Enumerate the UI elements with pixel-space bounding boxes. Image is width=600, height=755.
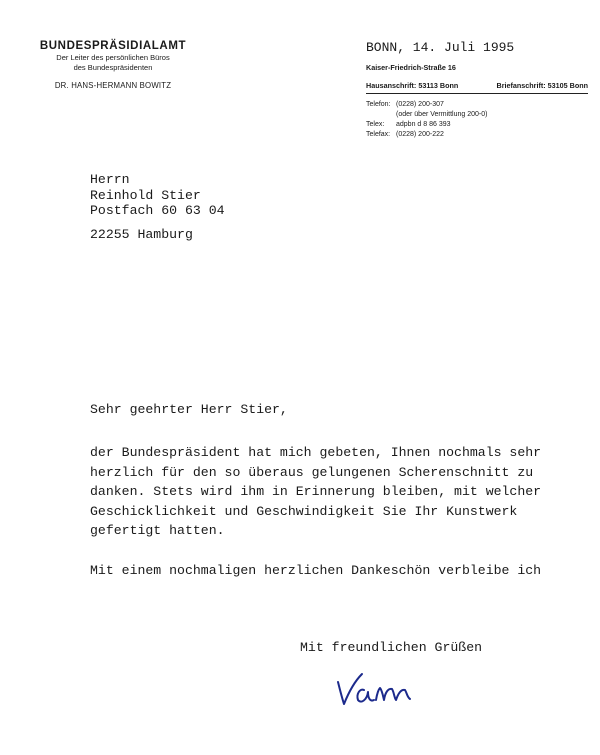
contact-value: (0228) 200-307 bbox=[396, 101, 444, 108]
contact-row bbox=[366, 110, 588, 120]
recipient-name: Reinhold Stier bbox=[90, 187, 201, 203]
letterhead bbox=[28, 40, 198, 90]
house-address: Hausanschrift: 53113 Bonn bbox=[366, 81, 459, 90]
contact-block bbox=[366, 100, 588, 140]
body-line: der Bundespräsident hat mich gebeten, Ihnen nochmals sehr bbox=[90, 445, 542, 460]
recipient-title: Herrn bbox=[90, 172, 130, 187]
letter-date: BONN, 14. Juli 1995 bbox=[366, 40, 515, 55]
organization-name: BUNDESPRÄSIDIALAMT bbox=[39, 40, 187, 52]
office-line-2: des Bundespräsidenten bbox=[73, 63, 153, 72]
body-line: gefertigt hatten. bbox=[90, 523, 225, 538]
recipient-postbox: Postfach 60 63 04 bbox=[90, 203, 225, 218]
contact-label: Telex: bbox=[366, 121, 385, 128]
body-line: danken. Stets wird ihm in Erinnerung bleiben, mit welcher bbox=[90, 484, 542, 499]
body-line: Geschicklichkeit und Geschwindigkeit Sie Ihr Kunstwerk bbox=[90, 503, 518, 519]
closing-sentence: Mit einem nochmaligen herzlichen Dankeschön verbleibe ich bbox=[90, 563, 542, 578]
contact-value: adpbn d 8 86 393 bbox=[396, 121, 451, 128]
contact-row bbox=[366, 120, 588, 130]
street-address: Kaiser-Friedrich-Straße 16 bbox=[366, 63, 456, 72]
sender-name: DR. HANS-HERMANN BOWITZ bbox=[54, 81, 172, 90]
handwritten-signature bbox=[330, 660, 430, 710]
letter-address: Briefanschrift: 53105 Bonn bbox=[496, 81, 588, 90]
office-line-1: Der Leiter des persönlichen Büros bbox=[56, 53, 170, 62]
postal-address-row bbox=[366, 81, 588, 94]
contact-row bbox=[366, 130, 588, 140]
contact-value: (oder über Vermittlung 200-0) bbox=[396, 111, 488, 118]
sender-address-block bbox=[366, 40, 588, 140]
greeting: Mit freundlichen Grüßen bbox=[300, 640, 483, 655]
contact-label: Telefax: bbox=[366, 131, 391, 138]
recipient-address bbox=[90, 172, 225, 219]
body-line: herzlich für den so überaus gelungenen Scherenschnitt zu bbox=[90, 464, 534, 480]
contact-value: (0228) 200-222 bbox=[396, 131, 444, 138]
contact-label: Telefon: bbox=[366, 101, 391, 108]
recipient-city: 22255 Hamburg bbox=[90, 227, 193, 242]
salutation: Sehr geehrter Herr Stier, bbox=[90, 402, 288, 417]
contact-row bbox=[366, 100, 588, 110]
letter-body bbox=[90, 443, 541, 541]
